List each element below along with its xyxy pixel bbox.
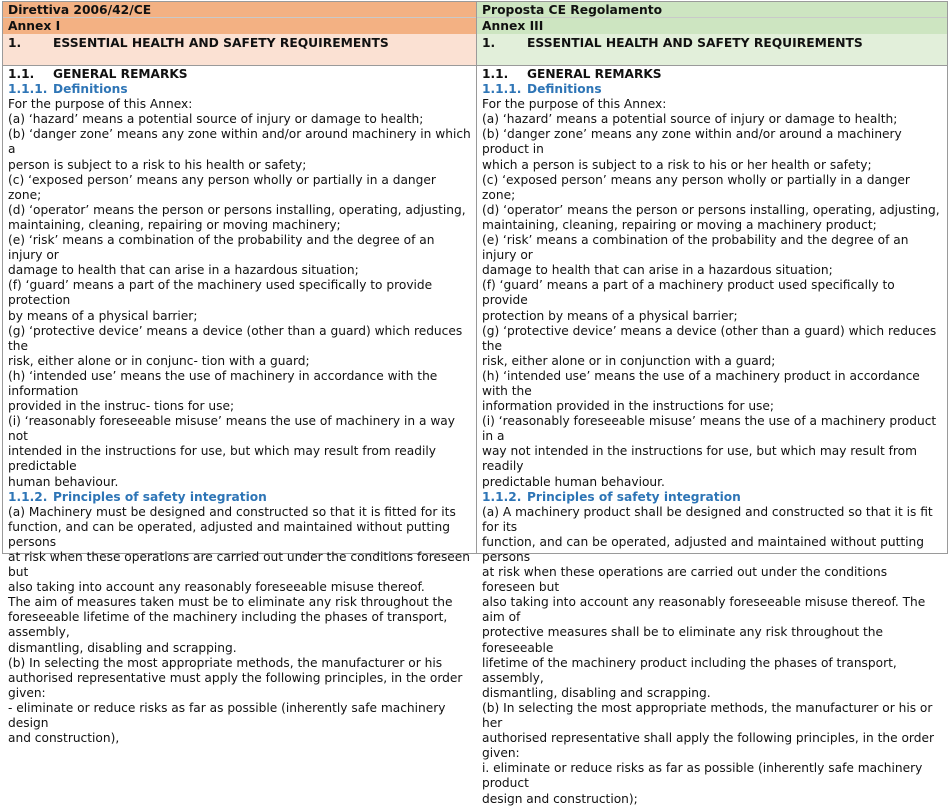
text-line: (i) ‘reasonably foreseeable misuse’ means the use of machinery in a way not xyxy=(8,414,455,444)
right-doc-title: Proposta CE Regolamento xyxy=(477,2,947,18)
text-line: The aim of measures taken must be to eliminate any risk throughout the xyxy=(8,595,453,610)
text-line: (c) ‘exposed person’ means any person wholly or partially in a danger zone; xyxy=(8,172,436,202)
text-line: authorised representative must apply the following principles, in the order given: xyxy=(8,670,463,700)
text-line: (a) Machinery must be designed and constructed so that it is fitted for its xyxy=(8,504,456,519)
text-line: at risk when these operations are carried out under the conditions foreseen but xyxy=(482,565,888,595)
text-line: (a) ‘hazard’ means a potential source of injury or damage to health; xyxy=(482,112,898,127)
right-definitions-heading: 1.1.1. Definitions xyxy=(482,82,602,97)
text-line: maintaining, cleaning, repairing or moving a machinery product; xyxy=(482,217,877,232)
left-section-number: 1. xyxy=(8,36,22,50)
right-column xyxy=(477,2,947,806)
right-annex-label: Annex III xyxy=(477,18,947,34)
text-line: (b) In selecting the most appropriate methods, the manufacturer or his xyxy=(8,655,443,670)
text-line: dismantling, disabling and scrapping. xyxy=(482,685,711,700)
text-line: risk, either alone or in conjunc- tion with a guard; xyxy=(8,353,310,368)
text-line: damage to health that can arise in a hazardous situation; xyxy=(482,263,833,278)
text-line: protective measures shall be to eliminate any risk throughout the foreseeable xyxy=(482,625,883,655)
text-line: (e) ‘risk’ means a combination of the probability and the degree of an injury or xyxy=(482,233,909,263)
text-line: dismantling, disabling and scrapping. xyxy=(8,640,237,655)
text-line: (d) ‘operator’ means the person or persons installing, operating, adjusting, xyxy=(8,202,466,217)
text-line: maintaining, cleaning, repairing or moving machinery; xyxy=(8,217,341,232)
text-line: and construction), xyxy=(8,731,120,746)
text-line: For the purpose of this Annex: xyxy=(8,97,193,112)
text-line: way not intended in the instructions for use, but which may result from readily xyxy=(482,444,918,474)
text-line: foreseeable lifetime of the machinery including the phases of transport, assembly, xyxy=(8,610,448,640)
right-section-title: ESSENTIAL HEALTH AND SAFETY REQUIREMENTS xyxy=(527,36,863,50)
text-line: person is subject to a risk to his health or safety; xyxy=(8,157,307,172)
left-section-title: ESSENTIAL HEALTH AND SAFETY REQUIREMENTS xyxy=(53,36,389,50)
text-line: information provided in the instructions for use; xyxy=(482,399,775,414)
text-line: (g) ‘protective device’ means a device (other than a guard) which reduces the xyxy=(8,323,463,353)
text-line: For the purpose of this Annex: xyxy=(482,97,667,112)
text-line: intended in the instructions for use, but which may result from readily predictable xyxy=(8,444,436,474)
text-line: (d) ‘operator’ means the person or persons installing, operating, adjusting, xyxy=(482,202,940,217)
left-column xyxy=(3,2,477,746)
text-line: (b) In selecting the most appropriate methods, the manufacturer or his or her xyxy=(482,700,933,731)
text-line: damage to health that can arise in a hazardous situation; xyxy=(8,263,359,278)
text-line: (b) ‘danger zone’ means any zone within and/or around a machinery product in xyxy=(482,127,902,157)
text-line: (g) ‘protective device’ means a device (other than a guard) which reduces the xyxy=(482,323,937,353)
text-line: function, and can be operated, adjusted and maintained without putting persons xyxy=(8,519,450,549)
text-line: (f) ‘guard’ means a part of the machinery used specifically to provide protection xyxy=(8,278,433,308)
left-definitions-heading: 1.1.1. Definitions xyxy=(8,82,128,97)
text-line: at risk when these operations are carried out under the conditions foreseen but xyxy=(8,550,471,580)
right-section-heading xyxy=(477,34,947,66)
text-line: (h) ‘intended use’ means the use of machinery in accordance with the information xyxy=(8,368,438,398)
text-line: (h) ‘intended use’ means the use of a machinery product in accordance with the xyxy=(482,368,920,398)
text-line: (c) ‘exposed person’ means any person wholly or partially in a danger zone; xyxy=(482,172,910,202)
text-line: (e) ‘risk’ means a combination of the probability and the degree of an injury or xyxy=(8,233,435,263)
text-line: predictable human behaviour. xyxy=(482,474,665,489)
text-line: which a person is subject to a risk to his or her health or safety; xyxy=(482,157,872,172)
left-general-heading: 1.1. GENERAL REMARKS xyxy=(8,67,188,81)
text-line: (a) A machinery product shall be designed and constructed so that it is fit for its xyxy=(482,504,933,534)
text-line: protection by means of a physical barrier; xyxy=(482,308,738,323)
text-line: by means of a physical barrier; xyxy=(8,308,198,323)
text-line: provided in the instruc- tions for use; xyxy=(8,399,235,414)
text-line: (a) ‘hazard’ means a potential source of injury or damage to health; xyxy=(8,112,424,127)
left-body xyxy=(3,66,476,746)
text-line: (f) ‘guard’ means a part of a machinery product used specifically to provide xyxy=(482,278,895,308)
text-line: function, and can be operated, adjusted and maintained without putting persons xyxy=(482,534,924,564)
comparison-table xyxy=(2,1,948,806)
right-general-heading: 1.1. GENERAL REMARKS xyxy=(482,67,662,81)
right-section-number: 1. xyxy=(482,36,496,50)
text-line: lifetime of the machinery product including the phases of transport, assembly, xyxy=(482,655,897,685)
text-line: i. eliminate or reduce risks as far as possible (inherently safe machinery product xyxy=(482,761,923,791)
left-principles-heading: 1.1.2. Principles of safety integration xyxy=(8,489,267,504)
left-doc-title: Direttiva 2006/42/CE xyxy=(3,2,476,18)
text-line: also taking into account any reasonably foreseeable misuse thereof. The aim of xyxy=(482,595,926,625)
right-principles-heading: 1.1.2. Principles of safety integration xyxy=(482,489,741,504)
text-line: (i) ‘reasonably foreseeable misuse’ means the use of a machinery product in a xyxy=(482,414,937,444)
right-body xyxy=(477,66,947,807)
text-line: risk, either alone or in conjunction with a guard; xyxy=(482,353,776,368)
left-annex-label: Annex I xyxy=(3,18,476,34)
text-line: authorised representative shall apply the following principles, in the order given: xyxy=(482,731,934,761)
left-section-heading xyxy=(3,34,476,66)
text-line: - eliminate or reduce risks as far as possible (inherently safe machinery design xyxy=(8,700,446,731)
text-line: design and construction); xyxy=(482,791,638,806)
text-line: human behaviour. xyxy=(8,474,119,489)
text-line: also taking into account any reasonably foreseeable misuse thereof. xyxy=(8,580,425,595)
text-line: (b) ‘danger zone’ means any zone within and/or around machinery in which a xyxy=(8,127,471,157)
